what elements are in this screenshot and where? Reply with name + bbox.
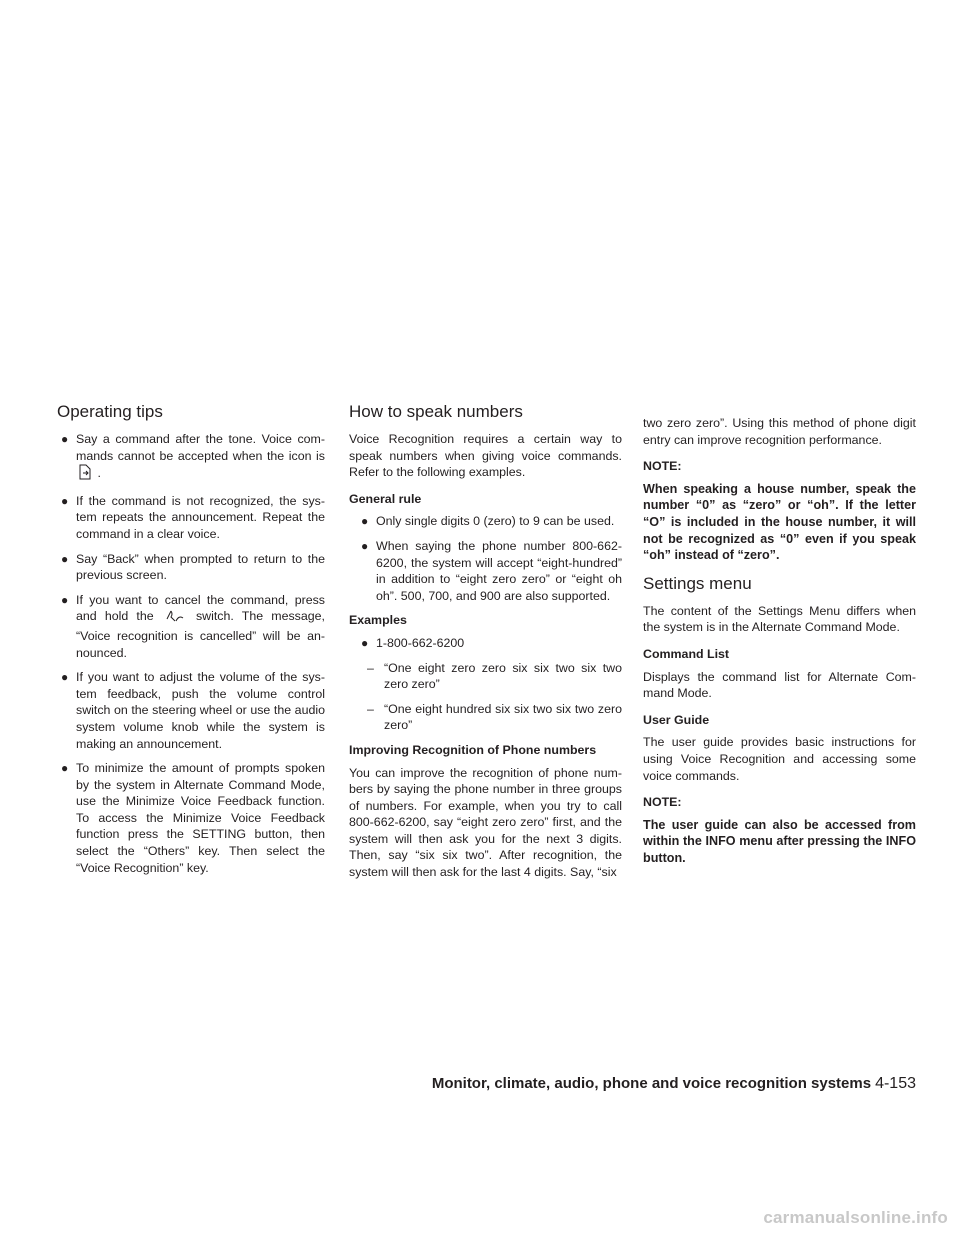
note-label: NOTE:	[643, 795, 682, 810]
settings-paragraph: The content of the Settings Menu differs when the system is in the Alternate Command Mode.	[643, 603, 916, 635]
bullet-icon: ●	[361, 514, 369, 529]
command-list-paragraph: Displays the command list for Alternate Com-mand Mode.	[643, 669, 916, 701]
bullet-icon: ●	[61, 761, 69, 776]
continued-paragraph: two zero zero”. Using this method of phone digit entry can improve recognition performance.	[643, 416, 916, 447]
heading-settings-menu: Settings menu	[643, 573, 752, 593]
subheading-examples: Examples	[349, 613, 407, 628]
list-item: ● When saying the phone number 800-662-6200, the system will accept “eight-hundred” in addition to “eight zero zero” or “eight oh oh”. 500, 700, and 900 are also supported.	[361, 538, 622, 603]
list-item: ● If the command is not recognized, the sys-tem repeats the announcement. Repeat the command in a clear voice.	[61, 493, 325, 541]
column-settings	[643, 415, 916, 876]
subheading-general-rule: General rule	[349, 491, 422, 506]
column-how-to-speak-numbers	[349, 402, 622, 891]
footer-section-title: Monitor, climate, audio, phone and voice recognition systems	[431, 1075, 872, 1092]
user-guide-paragraph: The user guide provides basic instructions for using Voice Recognition and accessing some voice commands.	[643, 735, 916, 783]
list-item: ● If you want to cancel the command, press and hold the switch. The message, “Voice recognition is cancelled” will be an-nounced.	[61, 592, 325, 660]
bullet-icon: ●	[61, 551, 69, 566]
list-item: ● Only single digits 0 (zero) to 9 can be used.	[361, 514, 615, 529]
list-item: ● To minimize the amount of prompts spoken by the system in Alternate Command Mode, use the Minimize Voice Feedback function. To access the Minimize Voice Feedback function press the SETTING button, then select the “Others” key. Then select the “Voice Recognition” key.	[61, 761, 325, 875]
bullet-icon: ●	[61, 432, 69, 446]
note-label: NOTE:	[643, 459, 682, 474]
talk-switch-icon	[164, 609, 186, 628]
subheading-improving-recognition: Improving Recognition of Phone numbers	[349, 742, 597, 757]
page-number: 4-153	[875, 1075, 916, 1092]
voice-recognition-icon	[78, 464, 92, 485]
example-dash-list	[359, 660, 622, 734]
note-text: When speaking a house number, speak the number “0” as “zero” or “oh”. If the letter “O” is included in the house number, it will not be recognized as “0” even if you speak “oh” instead of “zero”.	[643, 481, 916, 563]
list-item: ● Say “Back” when prompted to return to the previous screen.	[61, 551, 325, 583]
list-item: – “One eight zero zero six six two six two zero zero”	[367, 660, 622, 692]
subheading-user-guide: User Guide	[643, 712, 710, 727]
list-item: ● If you want to adjust the volume of the sys-tem feedback, push the volume control switch on the steering wheel or use the audio system volume knob while the system is making an announcement.	[61, 670, 325, 751]
bullet-icon: ●	[61, 493, 69, 508]
list-item: ● Say a command after the tone. Voice com-mands cannot be accepted when the icon is .	[59, 431, 325, 485]
page-footer	[420, 1075, 916, 1093]
bullet-icon: ●	[61, 670, 69, 685]
list-item: – “One eight hundred six six two six two zero zero”	[367, 701, 622, 733]
bullet-icon: ●	[61, 592, 69, 607]
general-rule-list	[359, 513, 622, 604]
note-text: The user guide can also be accessed from within the INFO menu after pressing the INFO button.	[643, 817, 916, 865]
bullet-icon: ●	[361, 538, 369, 553]
examples-list	[359, 635, 622, 652]
bullet-icon: ●	[361, 635, 369, 650]
column-operating-tips	[57, 402, 325, 884]
watermark: carmanualsonline.info	[763, 1208, 948, 1227]
improving-paragraph: You can improve the recognition of phone num-bers by saying the phone number in three groups of numbers. For example, when you try to call 800-662-6200, say “eight zero zero” first, and the system will then ask you for the next 3 digits. Then, say “six six two”. After recognition, the system will then ask for the last 4 digits. Say, “six	[349, 765, 622, 880]
list-item: ● 1-800-662-6200	[361, 635, 465, 650]
heading-operating-tips: Operating tips	[57, 402, 163, 421]
subheading-command-list: Command List	[643, 646, 730, 661]
intro-paragraph: Voice Recognition requires a certain way to speak numbers when giving voice commands. Refer to the following examples.	[349, 432, 622, 480]
operating-tips-list	[59, 431, 325, 876]
heading-how-to-speak-numbers: How to speak numbers	[349, 402, 523, 421]
